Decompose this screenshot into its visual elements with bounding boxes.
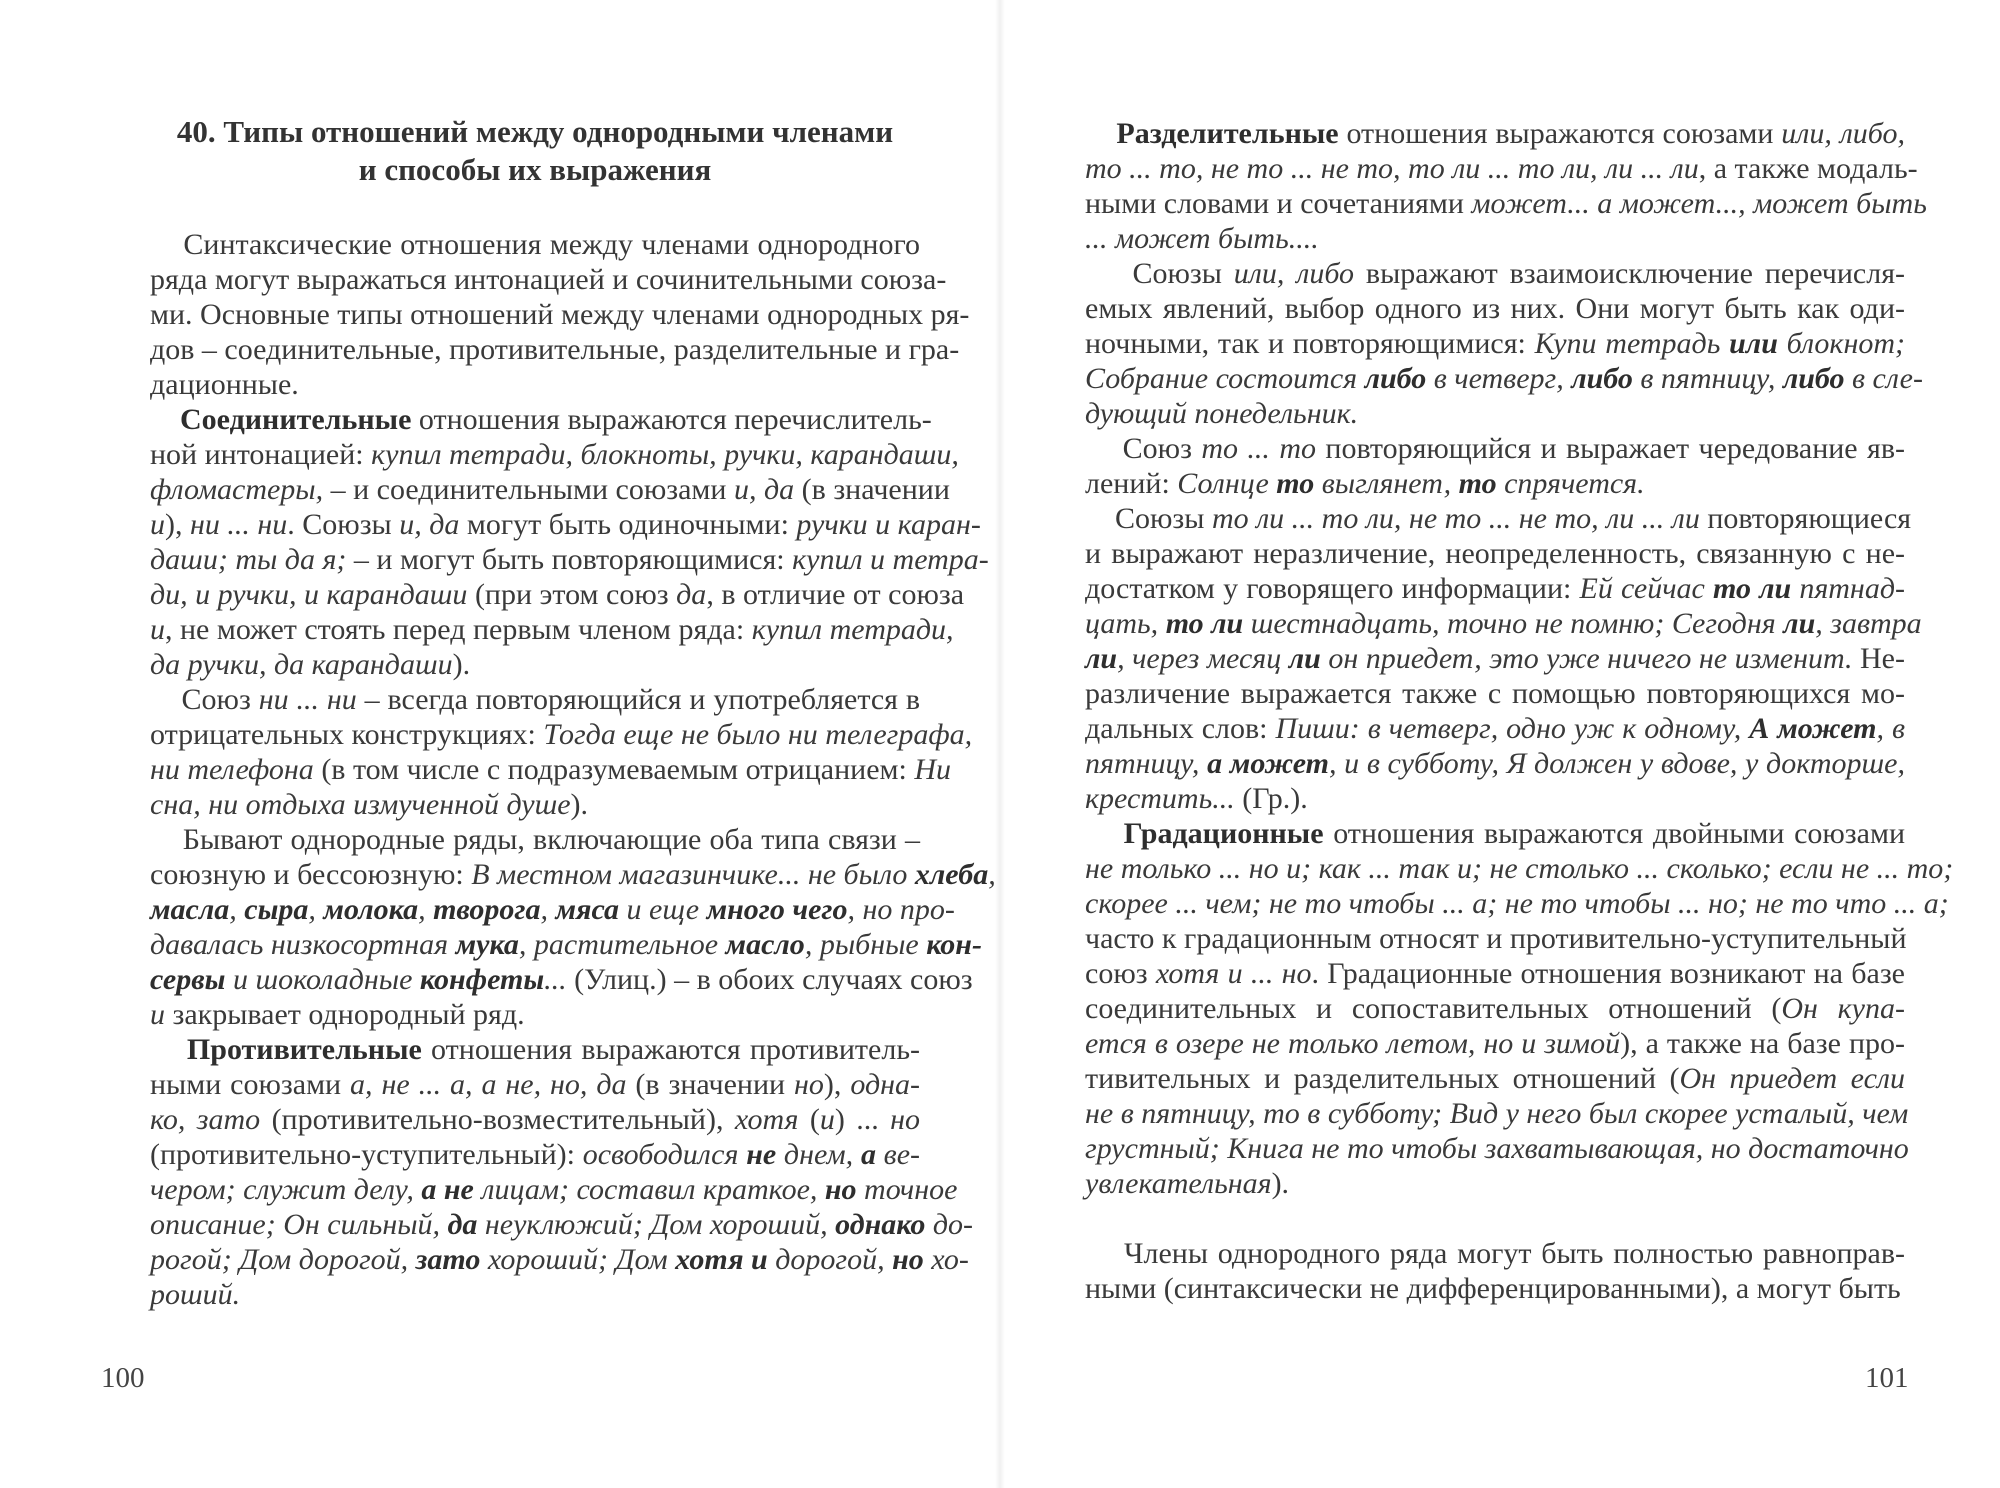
text-line: ной интонацией: купил тетради, блокноты, ручки, карандаши, [150,438,959,471]
text-line: Бывают однородные ряды, включающие оба типа связи – [150,823,920,856]
text-line: дационные. [150,368,299,401]
text-line: емых явлений, выбор одного из них. Они могут быть как оди- [1085,292,1905,325]
text-line: ко, зато (противительно-возместительный), хотя (и) ... но [150,1103,920,1136]
text-line: да ручки, да карандаши). [150,648,471,681]
text-line: сна, ни отдыха измученной душе). [150,788,589,821]
text-line: тивительных и разделительных отношений (Он приедет если [1085,1062,1905,1095]
section-title-line-1: 40. Типы отношений между однородными членами [176,114,894,149]
text-line: соединительных и сопоставительных отношений (Он купа- [1085,992,1905,1025]
text-line: Соединительные отношения выражаются перечислитель- [180,403,932,436]
text-line: Противительные отношения выражаются противитель- [186,1033,921,1066]
text-line: грустный; Книга не то чтобы захватывающая, но достаточно [1085,1132,1909,1165]
text-line: ночными, так и повторяющимися: Купи тетрадь или блокнот; [1085,327,1905,360]
text-line: Союзы то ли ... то ли, не то ... не то, ли ... ли повторяющиеся [1085,502,1912,535]
text-line: роший. [150,1278,241,1311]
text-line: и), ни ... ни. Союзы и, да могут быть одиночными: ручки и каран- [150,508,981,541]
page-number-left: 100 [101,1362,145,1394]
text-line: ными союзами а, не ... а, а не, но, да (в значении но), одна- [150,1068,920,1101]
page-number-right: 101 [1865,1362,1909,1394]
text-line: Собрание состоится либо в четверг, либо в пятницу, либо в сле- [1085,362,1923,395]
text-line: Синтаксические отношения между членами однородного [183,228,920,261]
text-line: давалась низкосортная мука, растительное масло, рыбные кон- [150,928,982,961]
text-line: рогой; Дом дорогой, зато хороший; Дом хотя и дорогой, но хо- [150,1243,969,1276]
text-line: часто к градационным относят и противительно-уступительный [1085,922,1907,955]
text-line: и, не может стоять перед первым членом ряда: купил тетради, [150,613,954,646]
text-line: ется в озере не только летом, но и зимой), а также на базе про- [1085,1027,1906,1060]
text-line: Члены однородного ряда могут быть полностью равноправ- [1085,1237,1905,1270]
text-line: Союз ни ... ни – всегда повторяющийся и употребляется в [150,683,921,716]
text-line: дующий понедельник. [1085,397,1359,430]
text-line: чером; служит делу, а не лицам; составил краткое, но точное [150,1173,958,1206]
text-line: и выражают неразличение, неопределенность, связанную с не- [1085,537,1905,570]
text-line: сервы и шоколадные конфеты... (Улиц.) – в обоих случаях союз [150,963,973,996]
text-line: дов – соединительные, противительные, разделительные и гра- [150,333,960,366]
text-line: не в пятницу, то в субботу; Вид у него был скорее усталый, чем [1085,1097,1909,1130]
text-line: Градационные отношения выражаются двойными союзами [1123,817,1905,850]
text-line: союз хотя и ... но. Градационные отношения возникают на базе [1085,957,1905,990]
section-title-line-2: и способы их выражения [358,152,712,187]
text-line: ряда могут выражаться интонацией и сочинительными союза- [150,263,947,296]
text-line: дальных слов: Пиши: в четверг, одно уж к одному, А может, в [1085,712,1906,745]
text-line: и закрывает однородный ряд. [150,998,525,1031]
text-line: скорее ... чем; не то чтобы ... а; не то чтобы ... но; не то что ... а; [1085,887,1949,920]
text-line: описание; Он сильный, да неуклюжий; Дом хороший, однако до- [150,1208,973,1241]
text-line: ди, и ручки, и карандаши (при этом союз да, в отличие от союза [150,578,965,611]
text-line: Союзы или, либо выражают взаимоисключение перечисля- [1085,257,1905,290]
text-line: лений: Солнце то выглянет, то спрячется. [1085,467,1645,500]
text-line: пятницу, а может, и в субботу, Я должен у вдове, у докторше, [1085,747,1905,780]
text-line: то ... то, не то ... не то, то ли ... то ли, ли ... ли, а также модаль- [1085,152,1918,185]
text-line: ными словами и сочетаниями может... а может..., может быть [1085,187,1927,220]
text-line: ми. Основные типы отношений между членами однородных ря- [150,298,970,331]
right-page [1000,0,2000,1488]
text-line: цать, то ли шестнадцать, точно не помню; Сегодня ли, завтра [1085,607,1922,640]
text-line: масла, сыра, молока, творога, мяса и еще много чего, но про- [150,893,955,926]
text-line: Разделительные отношения выражаются союзами или, либо, [1116,117,1905,150]
text-line: ни телефона (в том числе с подразумеваемым отрицанием: Ни [150,753,951,786]
text-line: различение выражается также с помощью повторяющихся мо- [1085,677,1905,710]
text-line: отрицательных конструкциях: Тогда еще не было ни телеграфа, [150,718,973,751]
text-line: ными (синтаксически не дифференцированными), а могут быть [1085,1272,1901,1305]
text-line: достатком у говорящего информации: Ей сейчас то ли пятнад- [1085,572,1905,605]
text-line: Союз то ... то повторяющийся и выражает чередование яв- [1085,432,1905,465]
text-line: не только ... но и; как ... так и; не столько ... сколько; если не ... то; [1085,852,1954,885]
text-line: союзную и бессоюзную: В местном магазинчике... не было хлеба, [150,858,996,891]
text-line: увлекательная). [1085,1167,1290,1200]
text-line: крестить... (Гр.). [1085,782,1308,815]
text-line: фломастеры, – и соединительными союзами и, да (в значении [150,473,950,506]
text-line: ли, через месяц ли он приедет, это уже ничего не изменит. Не- [1085,642,1905,675]
text-line: ... может быть.... [1085,222,1319,255]
text-line: даши; ты да я; – и могут быть повторяющимися: купил и тетра- [150,543,989,576]
text-line: (противительно-уступительный): освободился не днем, а ве- [150,1138,921,1171]
